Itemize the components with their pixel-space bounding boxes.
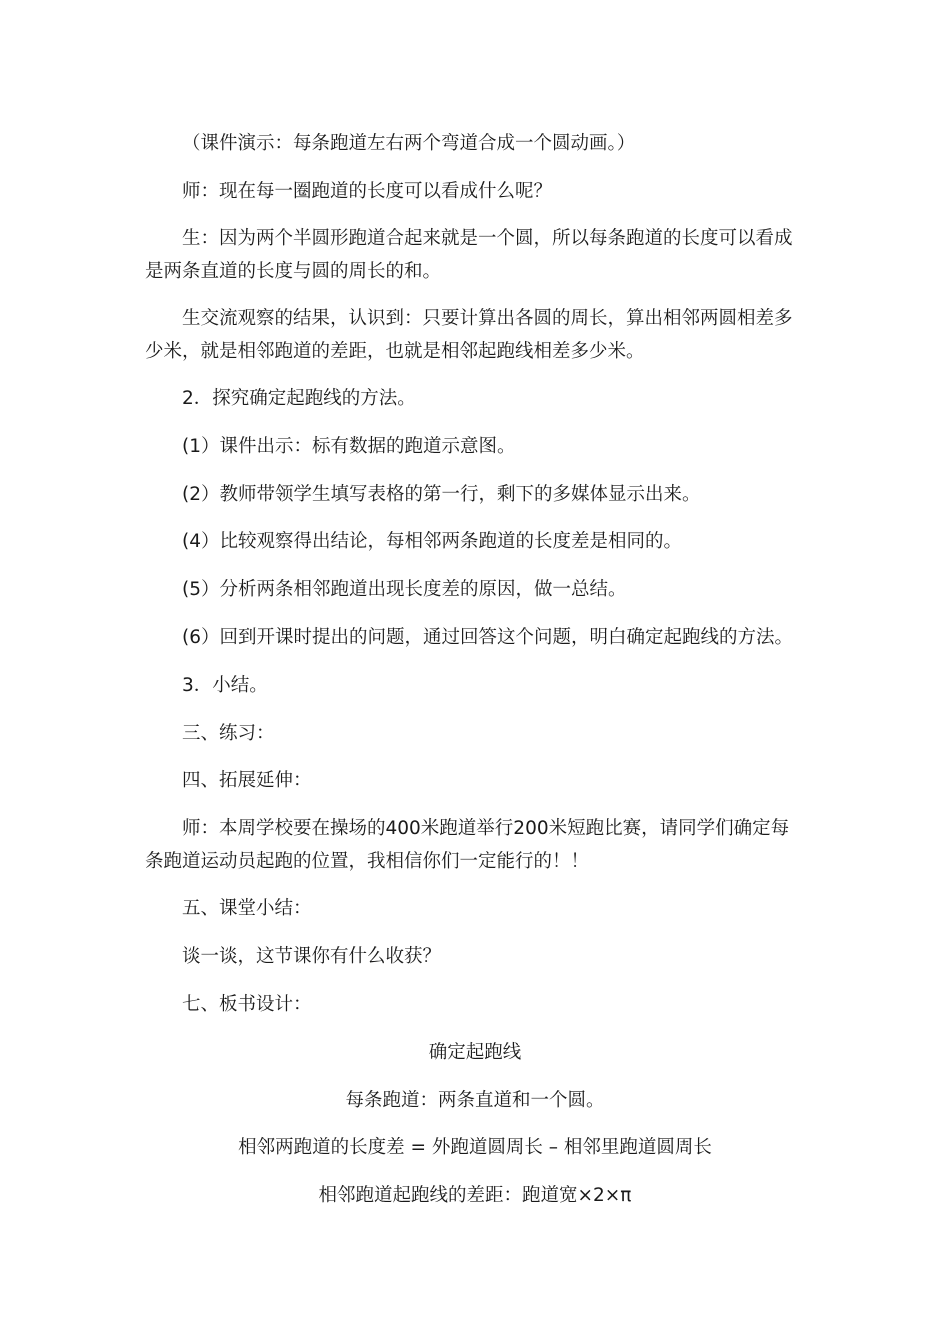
paragraph-demo-note: （课件演示：每条跑道左右两个弯道合成一个圆动画。） <box>182 133 636 154</box>
board-title: 确定起跑线 <box>428 1042 522 1063</box>
heading-summary: 五、课堂小结： <box>182 898 312 919</box>
board-line-start-gap: 相邻跑道起跑线的差距：跑道宽×2×π <box>318 1185 632 1206</box>
paragraph-step-2: (2）教师带领学生填写表格的第一行，剩下的多媒体显示出来。 <box>182 484 701 505</box>
paragraph-step-6: (6）回到开课时提出的问题，通过回答这个问题，明白确定起跑线的方法。 <box>182 627 793 648</box>
board-line-length-difference: 相邻两跑道的长度差 = 外跑道圆周长 – 相邻里跑道圆周长 <box>238 1137 712 1158</box>
paragraph-step-5: (5）分析两条相邻跑道出现长度差的原因，做一总结。 <box>182 579 627 600</box>
heading-board-design: 七、板书设计： <box>182 994 312 1015</box>
heading-practice: 三、练习： <box>182 723 275 744</box>
paragraph-observation: 生交流观察的结果，认识到：只要计算出各圆的周长，算出相邻两圆相差多少米，就是相邻跑道的差距，也就是相邻起跑线相差多少米。 <box>145 308 793 362</box>
paragraph-section-2: 2．探究确定起跑线的方法。 <box>182 388 416 409</box>
heading-extension: 四、拓展延伸： <box>182 770 312 791</box>
paragraph-reflection: 谈一谈，这节课你有什么收获？ <box>182 946 442 967</box>
paragraph-extension-task: 师：本周学校要在操场的400米跑道举行200米短跑比赛，请同学们确定每条跑道运动员起跑的位置，我相信你们一定能行的！！ <box>145 818 790 872</box>
paragraph-teacher-question: 师：现在每一圈跑道的长度可以看成什么呢？ <box>182 181 553 202</box>
paragraph-step-4: (4）比较观察得出结论，每相邻两条跑道的长度差是相同的。 <box>182 531 682 552</box>
paragraph-section-3: 3．小结。 <box>182 675 268 696</box>
paragraph-student-answer: 生：因为两个半圆形跑道合起来就是一个圆，所以每条跑道的长度可以看成是两条直道的长度与圆的周长的和。 <box>145 228 793 282</box>
board-line-track: 每条跑道：两条直道和一个圆。 <box>345 1090 605 1111</box>
paragraph-step-1: (1）课件出示：标有数据的跑道示意图。 <box>182 436 516 457</box>
